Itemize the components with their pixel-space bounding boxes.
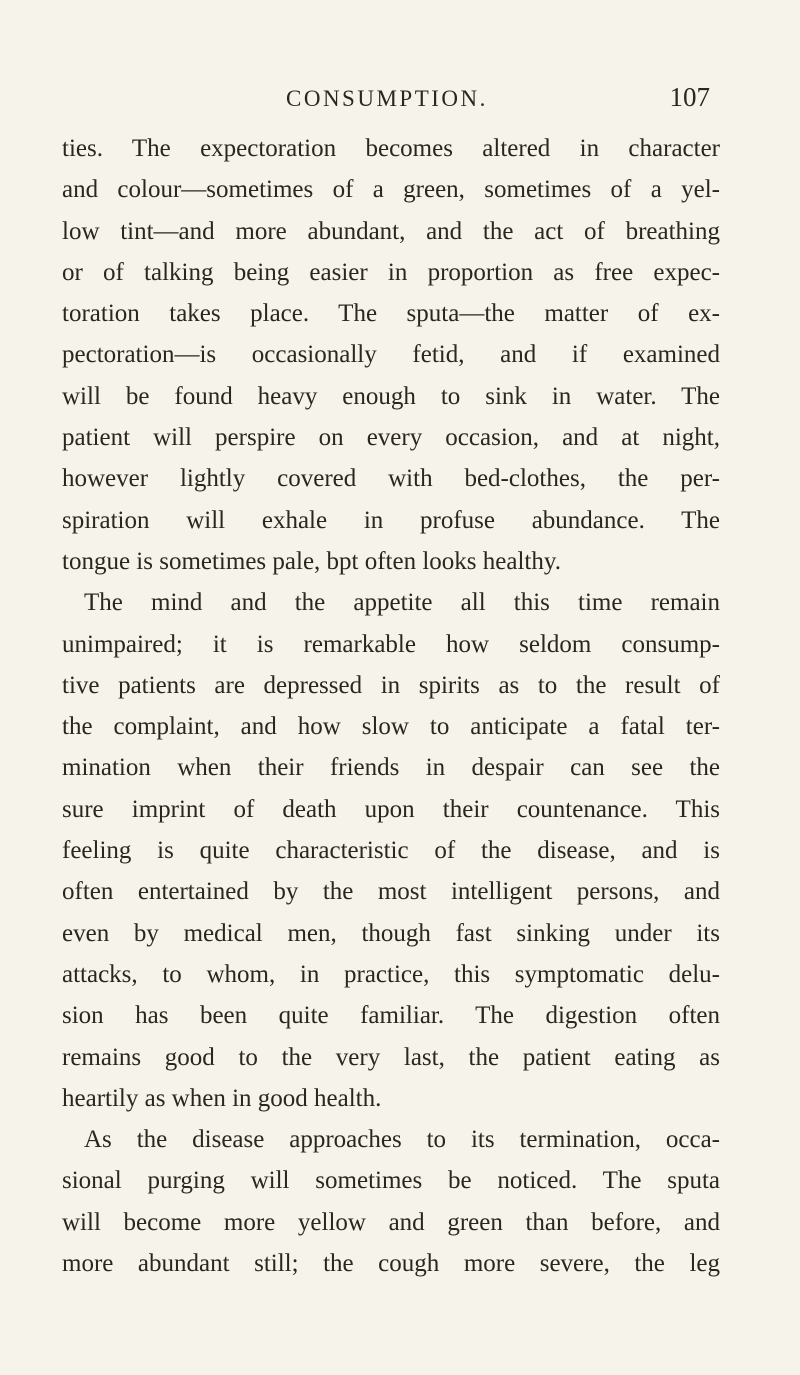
text-line: pectoration—is occasionally fetid, and if examined <box>62 341 720 369</box>
text-line: The mind and the appetite all this time remain <box>84 589 720 617</box>
text-line: unimpaired; it is remarkable how seldom consump- <box>62 630 720 658</box>
text-line: more abundant still; the cough more severe, the leg <box>62 1250 720 1278</box>
text-line: and colour—sometimes of a green, sometimes of a yel- <box>62 176 720 204</box>
page-number: 107 <box>669 82 710 112</box>
text-line: the complaint, and how slow to anticipate a fatal ter- <box>62 713 720 741</box>
text-line: low tint—and more abundant, and the act of breathing <box>62 217 720 245</box>
text-line: heartily as when in good health. <box>62 1084 382 1112</box>
text-line: even by medical men, though fast sinking under its <box>62 919 720 947</box>
text-line: patient will perspire on every occasion, and at night, <box>62 424 720 452</box>
text-line: however lightly covered with bed-clothes, the per- <box>62 465 720 493</box>
text-line: remains good to the very last, the patient eating as <box>62 1043 720 1071</box>
text-line: tongue is sometimes pale, bpt often looks healthy. <box>62 547 561 575</box>
text-line: spiration will exhale in profuse abundance. The <box>62 506 720 534</box>
text-line: tive patients are depressed in spirits as to the result of <box>62 671 720 699</box>
text-line: feeling is quite characteristic of the disease, and is <box>62 837 720 865</box>
text-line: will be found heavy enough to sink in water. The <box>62 382 720 410</box>
text-line: sion has been quite familiar. The digestion often <box>62 1002 720 1030</box>
text-line: As the disease approaches to its termination, occa- <box>84 1126 720 1154</box>
text-line: sional purging will sometimes be noticed. The sputa <box>62 1167 720 1195</box>
text-line: often entertained by the most intelligent persons, and <box>62 878 720 906</box>
running-head <box>250 82 720 120</box>
text-line: or of talking being easier in proportion as free expec- <box>62 258 720 286</box>
body-text <box>62 128 720 1284</box>
running-title: CONSUMPTION. <box>286 86 488 111</box>
text-line: toration takes place. The sputa—the matter of ex- <box>62 300 720 328</box>
text-line: mination when their friends in despair can see the <box>62 754 720 782</box>
text-line: ties. The expectoration becomes altered in character <box>62 135 720 162</box>
text-line: sure imprint of death upon their countenance. This <box>62 795 720 823</box>
text-line: will become more yellow and green than before, and <box>62 1208 720 1236</box>
text-line: attacks, to whom, in practice, this symptomatic delu- <box>62 960 720 988</box>
